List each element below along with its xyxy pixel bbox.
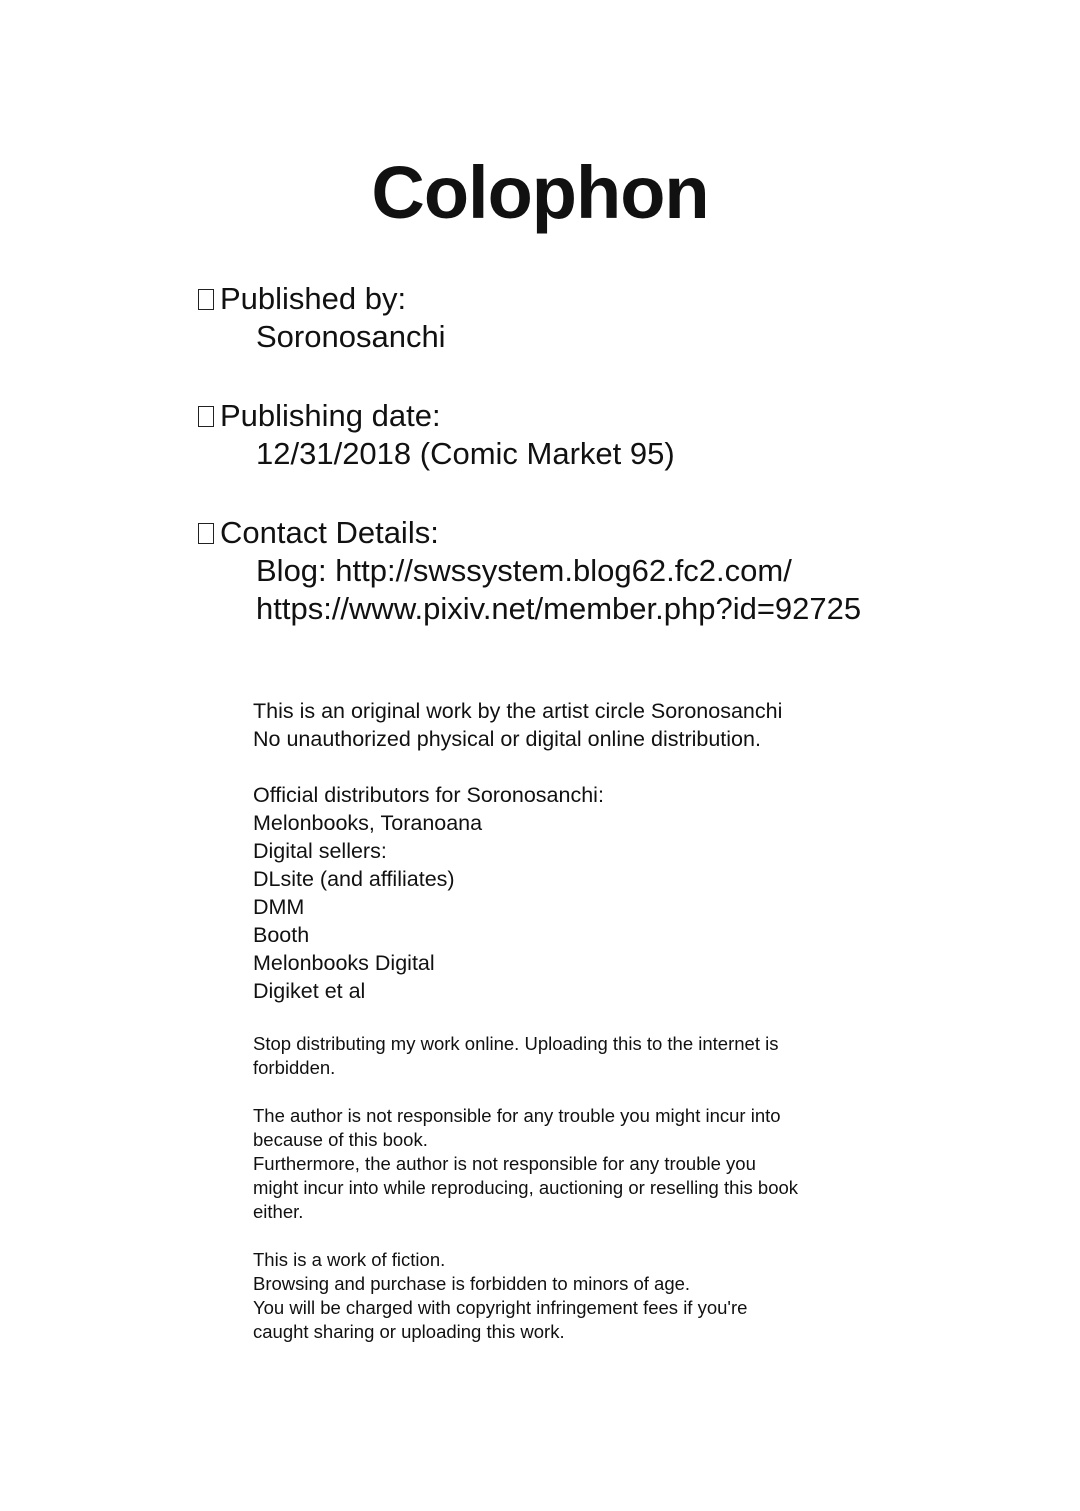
responsibility-line: Furthermore, the author is not responsible for any trouble you: [253, 1153, 756, 1174]
fiction-line: This is a work of fiction.: [253, 1249, 446, 1270]
distributors-line: Melonbooks, Toranoana: [253, 811, 483, 835]
distributors-block: [253, 781, 853, 1005]
contact-heading: [198, 514, 1018, 552]
distributors-line: Digiket et al: [253, 979, 366, 1003]
contact-section: [198, 514, 1018, 628]
publisher-name: Soronosanchi: [256, 319, 446, 354]
responsibility-line: because of this book.: [253, 1129, 428, 1150]
checkbox-placeholder-icon: [198, 523, 214, 544]
distributors-line: Official distributors for Soronosanchi:: [253, 783, 604, 807]
published-heading: [198, 280, 1018, 318]
fiction-line: caught sharing or uploading this work.: [253, 1321, 565, 1342]
checkbox-placeholder-icon: [198, 289, 214, 310]
notice-line: This is an original work by the artist circle Soronosanchi: [253, 699, 783, 723]
publishing-date-label: Publishing date:: [220, 398, 441, 433]
publishing-date-value: 12/31/2018 (Comic Market 95): [256, 436, 675, 471]
checkbox-placeholder-icon: [198, 406, 214, 427]
responsibility-line: The author is not responsible for any trouble you might incur into: [253, 1105, 781, 1126]
distributors-line: Digital sellers:: [253, 839, 387, 863]
distributors-line: DLsite (and affiliates): [253, 867, 455, 891]
responsibility-line: might incur into while reproducing, auctioning or reselling this book: [253, 1177, 799, 1198]
contact-blog: Blog: http://swssystem.blog62.fc2.com/: [256, 553, 792, 588]
responsibility-block: [253, 1104, 853, 1224]
responsibility-line: either.: [253, 1201, 304, 1222]
fiction-line: You will be charged with copyright infringement fees if you're: [253, 1297, 748, 1318]
distributors-line: Melonbooks Digital: [253, 951, 435, 975]
fiction-block: [253, 1248, 853, 1344]
fiction-line: Browsing and purchase is forbidden to minors of age.: [253, 1273, 691, 1294]
published-section: [198, 280, 1018, 356]
notice-block: [253, 697, 853, 753]
publishing-date-heading: [198, 397, 1018, 435]
notice-line: No unauthorized physical or digital online distribution.: [253, 727, 761, 751]
distributors-line: DMM: [253, 895, 305, 919]
page-title: Colophon: [371, 151, 709, 234]
publishing-date-section: [198, 397, 1018, 473]
published-label: Published by:: [220, 281, 407, 316]
stop-line: Stop distributing my work online. Uploading this to the internet is: [253, 1033, 779, 1054]
stop-line: forbidden.: [253, 1057, 336, 1078]
contact-pixiv: https://www.pixiv.net/member.php?id=92725: [256, 591, 862, 626]
stop-distribution-block: [253, 1032, 853, 1080]
distributors-line: Booth: [253, 923, 310, 947]
contact-label: Contact Details:: [220, 515, 439, 550]
